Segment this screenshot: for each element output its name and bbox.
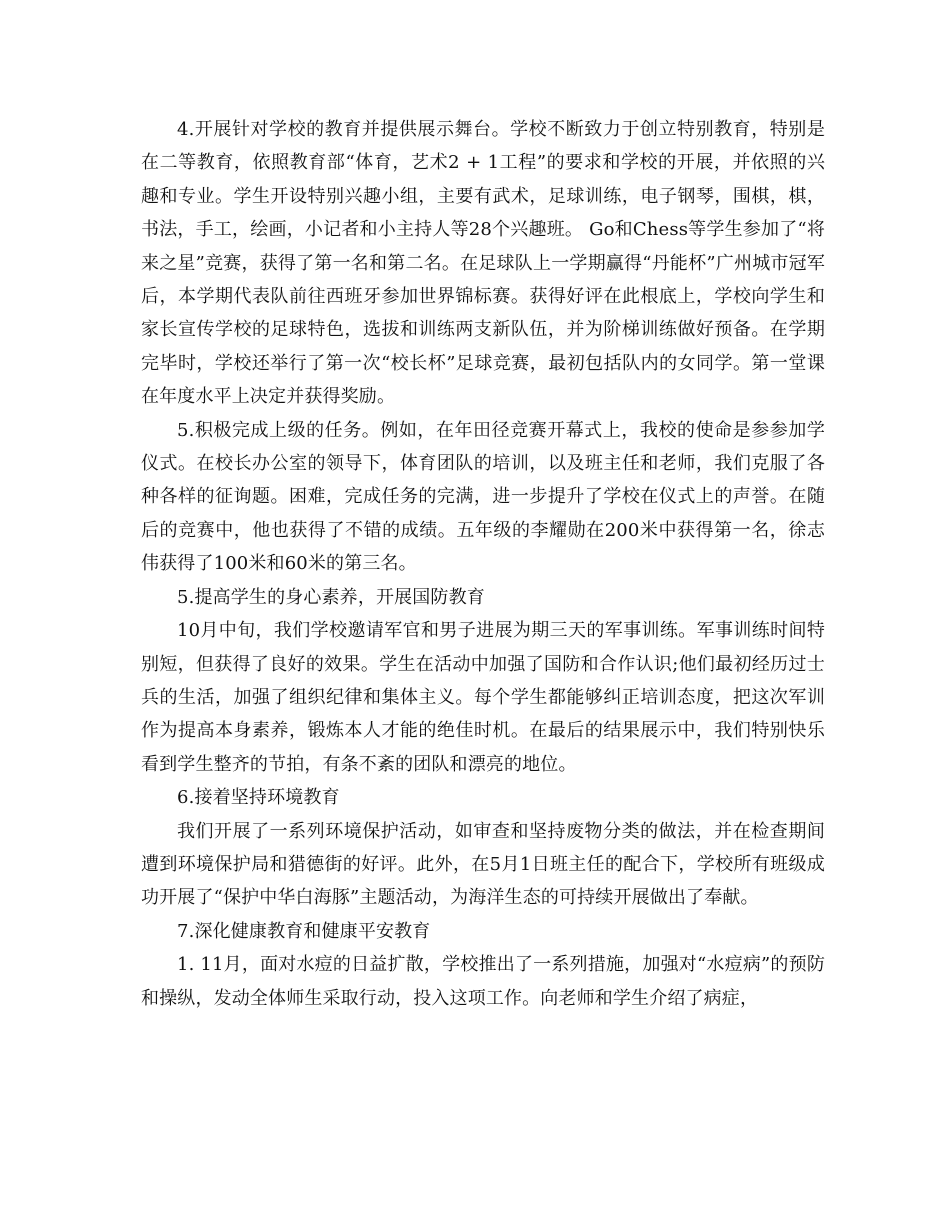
heading-national-defense: 5.提高学生的身心素养，开展国防教育 xyxy=(177,586,485,608)
paragraph-military-training: 10月中旬，我们学校邀请军官和男子进展为期三天的军事训练。军事训练时间特别短，但获得了良好的效果。学生在活动中加强了国防和合作认识;他们最初经历过士兵的生活，加强了组织纪律和集体主义。每个学生都能够纠正培训态度，把这次军训作为提高本身素养，锻炼本人才能的绝佳时机。在最后的结果展示中，我们特别快乐看到学生整齐的节拍，有条不紊的团队和漂亮的地位。 xyxy=(141,620,825,775)
paragraph-environment-activities: 我们开展了一系列环境保护活动，如审查和坚持废物分类的做法，并在检查期间遭到环境保护局和猎德街的好评。此外，在5月1日班主任的配合下，学校所有班级成功开展了“保护中华白海豚”主题活动，为海洋生态的可持续开展做出了奉献。 xyxy=(141,820,825,909)
paragraph-school-education: 4.开展针对学校的教育并提供展示舞台。学校不断致力于创立特别教育，特别是在二等教育，依照教育部“体育，艺术2 + 1工程”的要求和学校的开展，并依照的兴趣和专业。学生开设特别兴趣小组，主要有武术，足球训练，电子钢琴，围棋，棋，书法，手工，绘画，小记者和小主持人等28个兴趣班。 Go和Chess等学生参加了“将来之星”竞赛，获得了第一名和第二名。在足球队上一学期赢得“丹能杯”广州城市冠军后，本学期代表队前往西班牙参加世界锦标赛。获得好评在此根底上，学校向学生和家长宣传学校的足球特色，选拔和训练两支新队伍，并为阶梯训练做好预备。在学期完毕时，学校还举行了第一次“校长杯”足球竞赛，最初包括队内的女同学。第一堂课在年度水平上决定并获得奖励。 xyxy=(141,119,825,408)
heading-environment-education: 6.接着坚持环境教育 xyxy=(177,787,340,809)
document-body xyxy=(141,113,825,1015)
heading-health-education: 7.深化健康教育和健康平安教育 xyxy=(177,920,431,942)
paragraph-chickenpox-measures: 1. 11月，面对水痘的日益扩散，学校推出了一系列措施，加强对“水痘病”的预防和操纵，发动全体师生采取行动，投入这项工作。向老师和学生介绍了病症， xyxy=(141,954,825,1009)
paragraph-superior-tasks: 5.积极完成上级的任务。例如，在年田径竞赛开幕式上，我校的使命是参参加学仪式。在校长办公室的领导下，体育团队的培训，以及班主任和老师，我们克服了各种各样的征询题。困难，完成任务的完满，进一步提升了学校在仪式上的声誉。在随后的竞赛中，他也获得了不错的成绩。五年级的李耀勋在200米中获得第一名，徐志伟获得了100米和60米的第三名。 xyxy=(141,419,825,575)
